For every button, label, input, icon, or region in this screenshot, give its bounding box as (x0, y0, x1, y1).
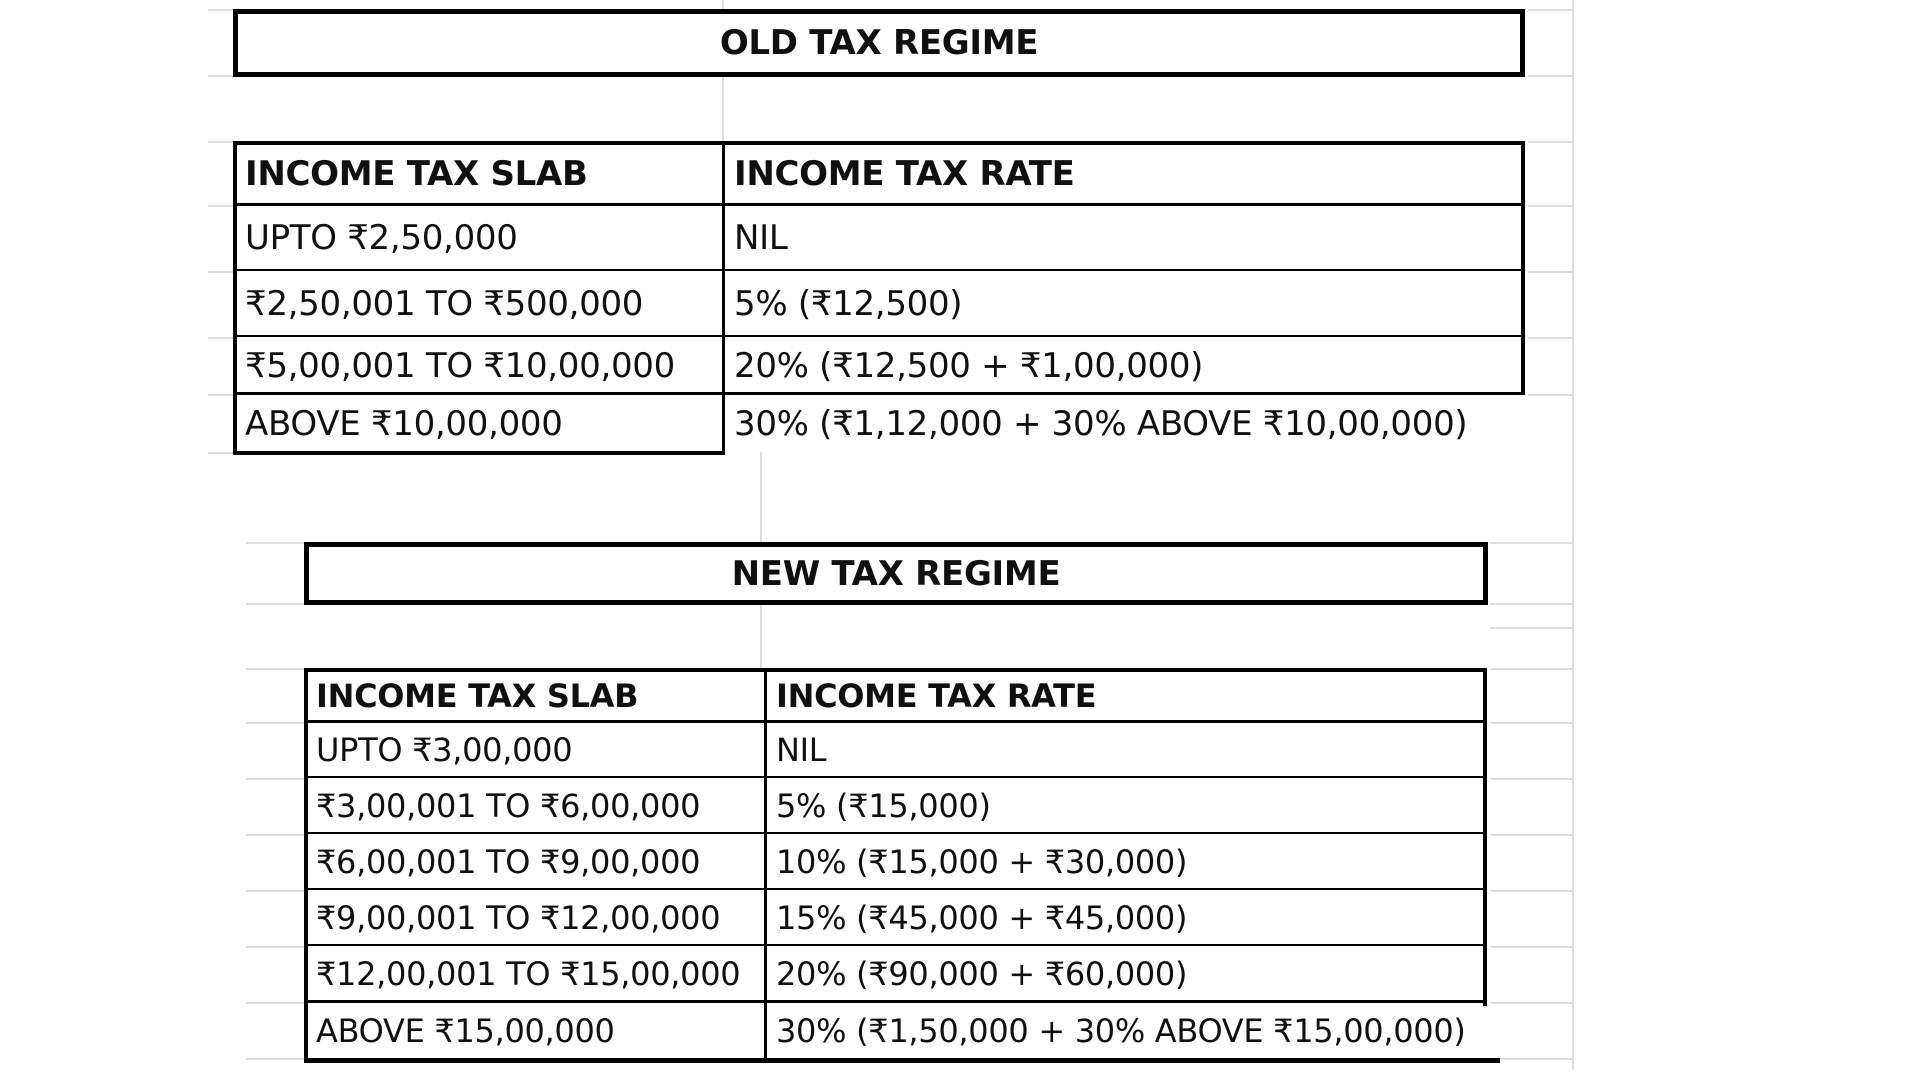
gridline (1490, 542, 1572, 544)
gridline (208, 394, 234, 396)
gridline (246, 1058, 304, 1060)
gridline (760, 603, 762, 668)
gridline (208, 452, 234, 454)
table-border-line (764, 668, 767, 1063)
new-row-1-rate: NIL (776, 730, 827, 769)
gridline (1490, 946, 1572, 948)
new-row-2-slab: ₹3,00,001 TO ₹6,00,000 (316, 786, 701, 825)
gridline (208, 205, 234, 207)
table-border-line (722, 141, 725, 455)
gridline (1490, 722, 1572, 724)
gridline (1490, 668, 1572, 670)
gridline (1490, 778, 1572, 780)
gridline (722, 75, 724, 141)
old-row-1-rate: NIL (734, 218, 788, 258)
gridline (246, 542, 304, 544)
new-regime-title-box (304, 542, 1488, 605)
table-border-line (304, 832, 1483, 834)
table-border-line (1521, 141, 1525, 395)
old-row-4-slab: ABOVE ₹10,00,000 (245, 403, 563, 444)
gridline (208, 337, 234, 339)
gridline (208, 75, 234, 77)
new-row-4-slab: ₹9,00,001 TO ₹12,00,000 (316, 898, 721, 937)
old-column-header-rate: INCOME TAX RATE (734, 154, 1075, 194)
table-border-line (304, 944, 1483, 946)
gridline (246, 778, 304, 780)
old-regime-title: OLD TAX REGIME (719, 23, 1039, 63)
new-regime-title: NEW TAX REGIME (731, 553, 1061, 594)
gridline (1528, 337, 1572, 339)
old-row-3-slab: ₹5,00,001 TO ₹10,00,000 (245, 345, 675, 386)
gridline (1528, 75, 1572, 77)
gridline (1528, 9, 1572, 11)
gridline (1528, 141, 1572, 143)
gridline (1490, 834, 1572, 836)
old-row-2-rate: 5% (₹12,500) (734, 284, 963, 324)
old-column-header-slab: INCOME TAX SLAB (245, 154, 588, 194)
new-row-6-slab: ABOVE ₹15,00,000 (316, 1011, 615, 1050)
old-row-3-rate: 20% (₹12,500 + ₹1,00,000) (734, 345, 1204, 386)
gridline (208, 9, 234, 11)
table-border-line (304, 888, 1483, 890)
table-border-line (1483, 668, 1487, 1006)
old-row-2-slab: ₹2,50,001 TO ₹500,000 (245, 284, 644, 324)
gridline (1490, 627, 1572, 629)
old-regime-title-box (233, 9, 1525, 77)
gridline (246, 603, 304, 605)
gridline (246, 722, 304, 724)
gridline (1490, 890, 1572, 892)
table-border-line (233, 141, 237, 455)
gridline (1490, 603, 1572, 605)
gridline (246, 834, 304, 836)
new-column-header-rate: INCOME TAX RATE (776, 677, 1097, 715)
gridline (722, 0, 724, 9)
new-row-5-slab: ₹12,00,001 TO ₹15,00,000 (316, 954, 741, 993)
new-row-4-rate: 15% (₹45,000 + ₹45,000) (776, 898, 1188, 937)
gridline (1528, 205, 1572, 207)
new-row-5-rate: 20% (₹90,000 + ₹60,000) (776, 954, 1188, 993)
table-border-line (304, 1058, 1500, 1063)
old-row-1-slab: UPTO ₹2,50,000 (245, 218, 518, 258)
table-border-line (304, 776, 1483, 778)
gridline (1572, 0, 1574, 1070)
new-row-6-rate: 30% (₹1,50,000 + 30% ABOVE ₹15,00,000) (776, 1011, 1466, 1050)
new-row-3-slab: ₹6,00,001 TO ₹9,00,000 (316, 842, 701, 881)
old-row-4-rate: 30% (₹1,12,000 + 30% ABOVE ₹10,00,000) (734, 403, 1468, 444)
new-column-header-slab: INCOME TAX SLAB (316, 677, 639, 715)
gridline (208, 271, 234, 273)
gridline (208, 141, 234, 143)
new-row-2-rate: 5% (₹15,000) (776, 786, 991, 825)
gridline (246, 1002, 304, 1004)
new-row-3-rate: 10% (₹15,000 + ₹30,000) (776, 842, 1188, 881)
gridline (1490, 1058, 1572, 1060)
gridline (246, 890, 304, 892)
gridline (246, 946, 304, 948)
gridline (246, 668, 304, 670)
gridline (760, 452, 762, 542)
table-border-line (304, 668, 308, 1063)
new-row-1-slab: UPTO ₹3,00,000 (316, 730, 573, 769)
gridline (1528, 271, 1572, 273)
